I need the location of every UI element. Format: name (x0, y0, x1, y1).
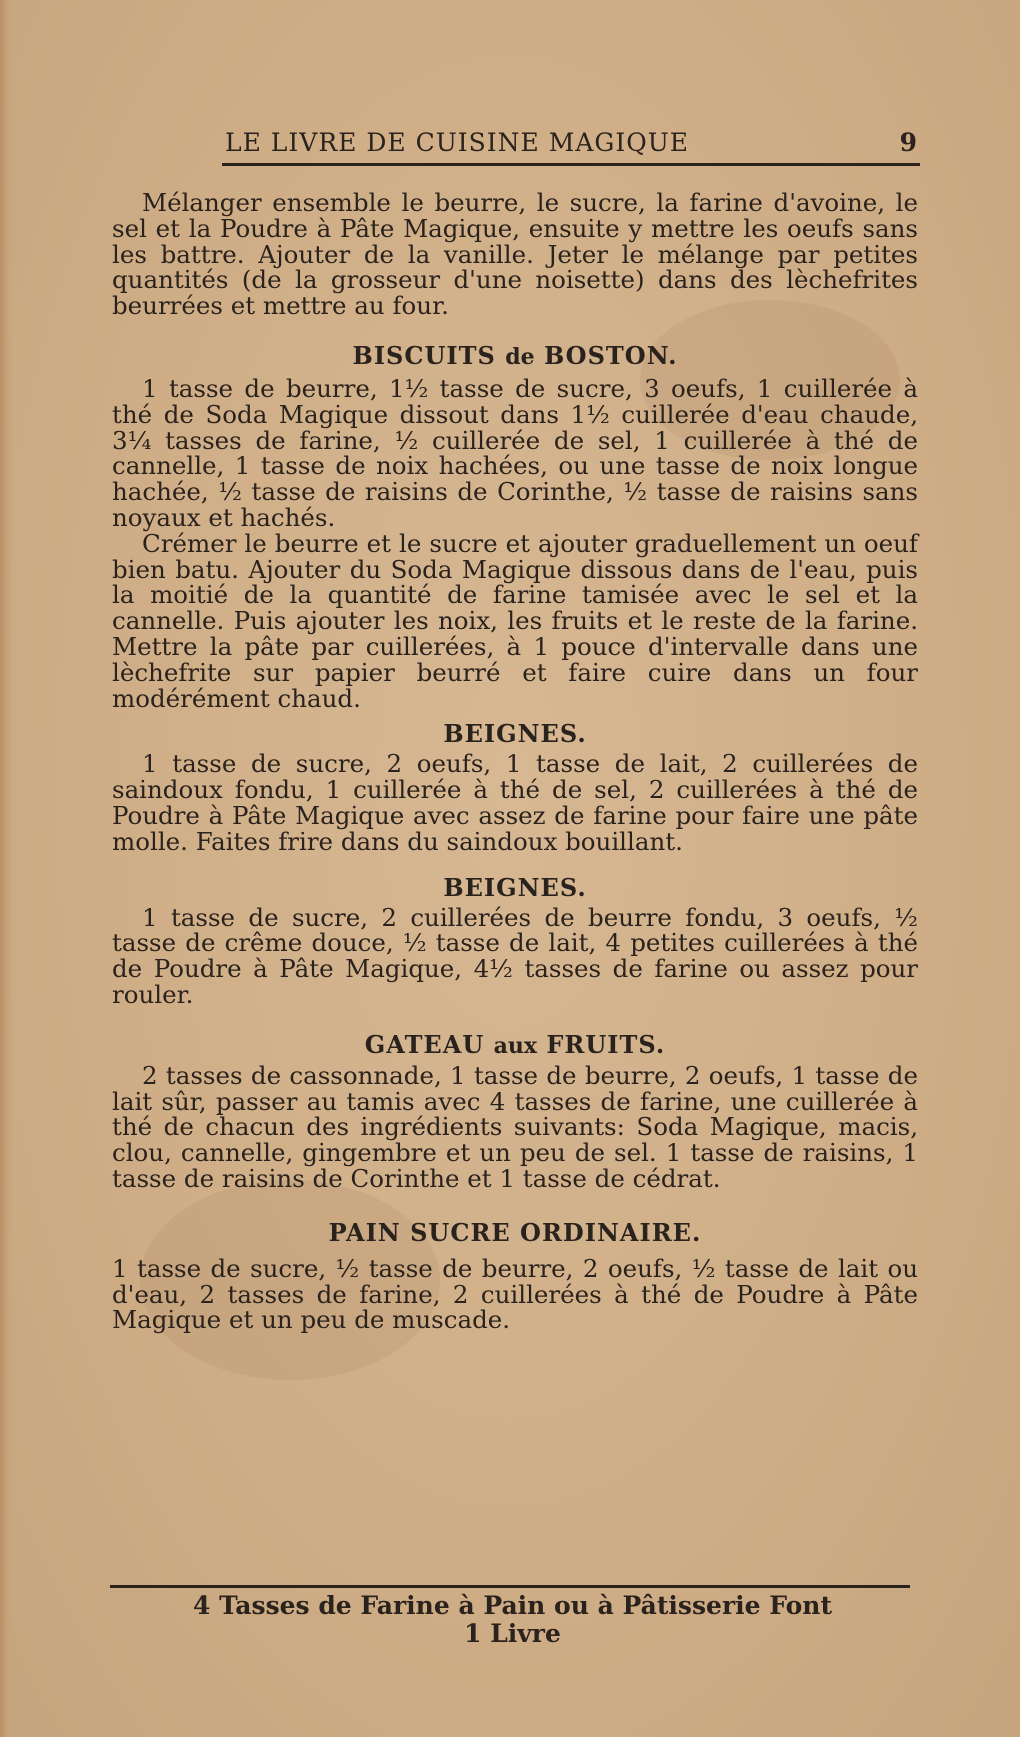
recipe-title-part: BISCUITS (352, 340, 496, 370)
running-title: LE LIVRE DE CUISINE MAGIQUE (225, 128, 690, 157)
footer-note-line: 1 Livre (464, 1619, 561, 1648)
recipe-title-connector: aux (493, 1032, 538, 1059)
recipe-pain-sucre-ordinaire (112, 1218, 918, 1333)
recipe-beignes-2 (112, 873, 918, 1008)
recipe-title: PAIN SUCRE ORDINAIRE. (328, 1217, 702, 1247)
recipe-ingredients: 1 tasse de beurre, 1½ tasse de sucre, 3 oeufs, 1 cuillerée à thé de Soda Magique dissout dans 1½ cuillerée d'eau chaude, 3¼ tasses de farine, ½ cuillerée de sel, 1 cuillerée à thé de cannelle, 1 tasse de noix hachées, ou une tasse de noix longue hachée, ½ tasse de raisins de Corinthe, ½ tasse de raisins sans noyaux et hachés. (112, 373, 918, 532)
recipe-title (112, 341, 918, 372)
page-gutter-edge (0, 0, 14, 1737)
footer-rule (110, 1585, 910, 1588)
recipe-title: BEIGNES. (443, 872, 587, 902)
recipe-title (112, 1030, 918, 1061)
recipe-ingredients: 2 tasses de cassonnade, 1 tasse de beurre, 2 oeufs, 1 tasse de lait sûr, passer au tamis avec 4 tasses de farine, une cuillerée à thé de chacun des ingrédients suivants: Soda Magique, macis, clou, cannelle, gingembre et un peu de sel. 1 tasse de raisins, 1 tasse de raisins de Corinthe et 1 tasse de cédrat. (112, 1060, 918, 1193)
recipe-gateau-aux-fruits (112, 1030, 918, 1192)
recipe-title: BEIGNES. (443, 719, 587, 749)
recipe-title-part: GATEAU (364, 1029, 485, 1059)
page-number: 9 (899, 128, 917, 157)
recipe-title-connector: de (505, 343, 535, 370)
recipe-title-part: FRUITS. (546, 1029, 666, 1059)
recipe-ingredients: 1 tasse de sucre, 2 oeufs, 1 tasse de lait, 2 cuillerées de saindoux fondu, 1 cuillerée à thé de sel, 2 cuillerées à thé de Poudre à Pâte Magique avec assez de farine pour faire une pâte molle. Faites frire dans du saindoux bouillant. (112, 749, 918, 856)
page-body (112, 190, 918, 1333)
header-rule (222, 163, 920, 166)
recipe-instructions: Crémer le beurre et le sucre et ajouter graduellement un oeuf bien batu. Ajouter du Soda Magique dissous dans de l'eau, puis la moitié de la quantité de farine tamisée avec le sel et la cannelle. Puis ajouter les noix, les fruits et le reste de la farine. Mettre la pâte par cuillerées, à 1 pouce d'intervalle dans une lèchefrite sur papier beurré et faire cuire dans un four modérément chaud. (112, 528, 918, 713)
footer-note-line: 4 Tasses de Farine à Pain ou à Pâtisserie Font (192, 1591, 832, 1620)
page-header (225, 128, 917, 164)
recipe-title-part: BOSTON. (543, 340, 678, 370)
recipe-biscuits-de-boston (112, 341, 918, 711)
recipe-beignes-1 (112, 719, 918, 854)
intro-paragraph: Mélanger ensemble le beurre, le sucre, la farine d'avoine, le sel et la Poudre à Pâte Magique, ensuite y mettre les oeufs sans les battre. Ajouter de la vanille. Jeter le mélange par petites quantités (de la grosseur d'une noisette) dans des lèchefrites beurrées et mettre au four. (112, 188, 918, 321)
page-footer (105, 1592, 920, 1648)
recipe-ingredients: 1 tasse de sucre, 2 cuillerées de beurre fondu, 3 oeufs, ½ tasse de crême douce, ½ tasse de lait, 4 petites cuillerées à thé de Poudre à Pâte Magique, 4½ tasses de farine ou assez pour rouler. (112, 902, 918, 1009)
recipe-ingredients: 1 tasse de sucre, ½ tasse de beurre, 2 oeufs, ½ tasse de lait ou d'eau, 2 tasses de farine, 2 cuillerées à thé de Poudre à Pâte Magique et un peu de muscade. (112, 1253, 918, 1335)
